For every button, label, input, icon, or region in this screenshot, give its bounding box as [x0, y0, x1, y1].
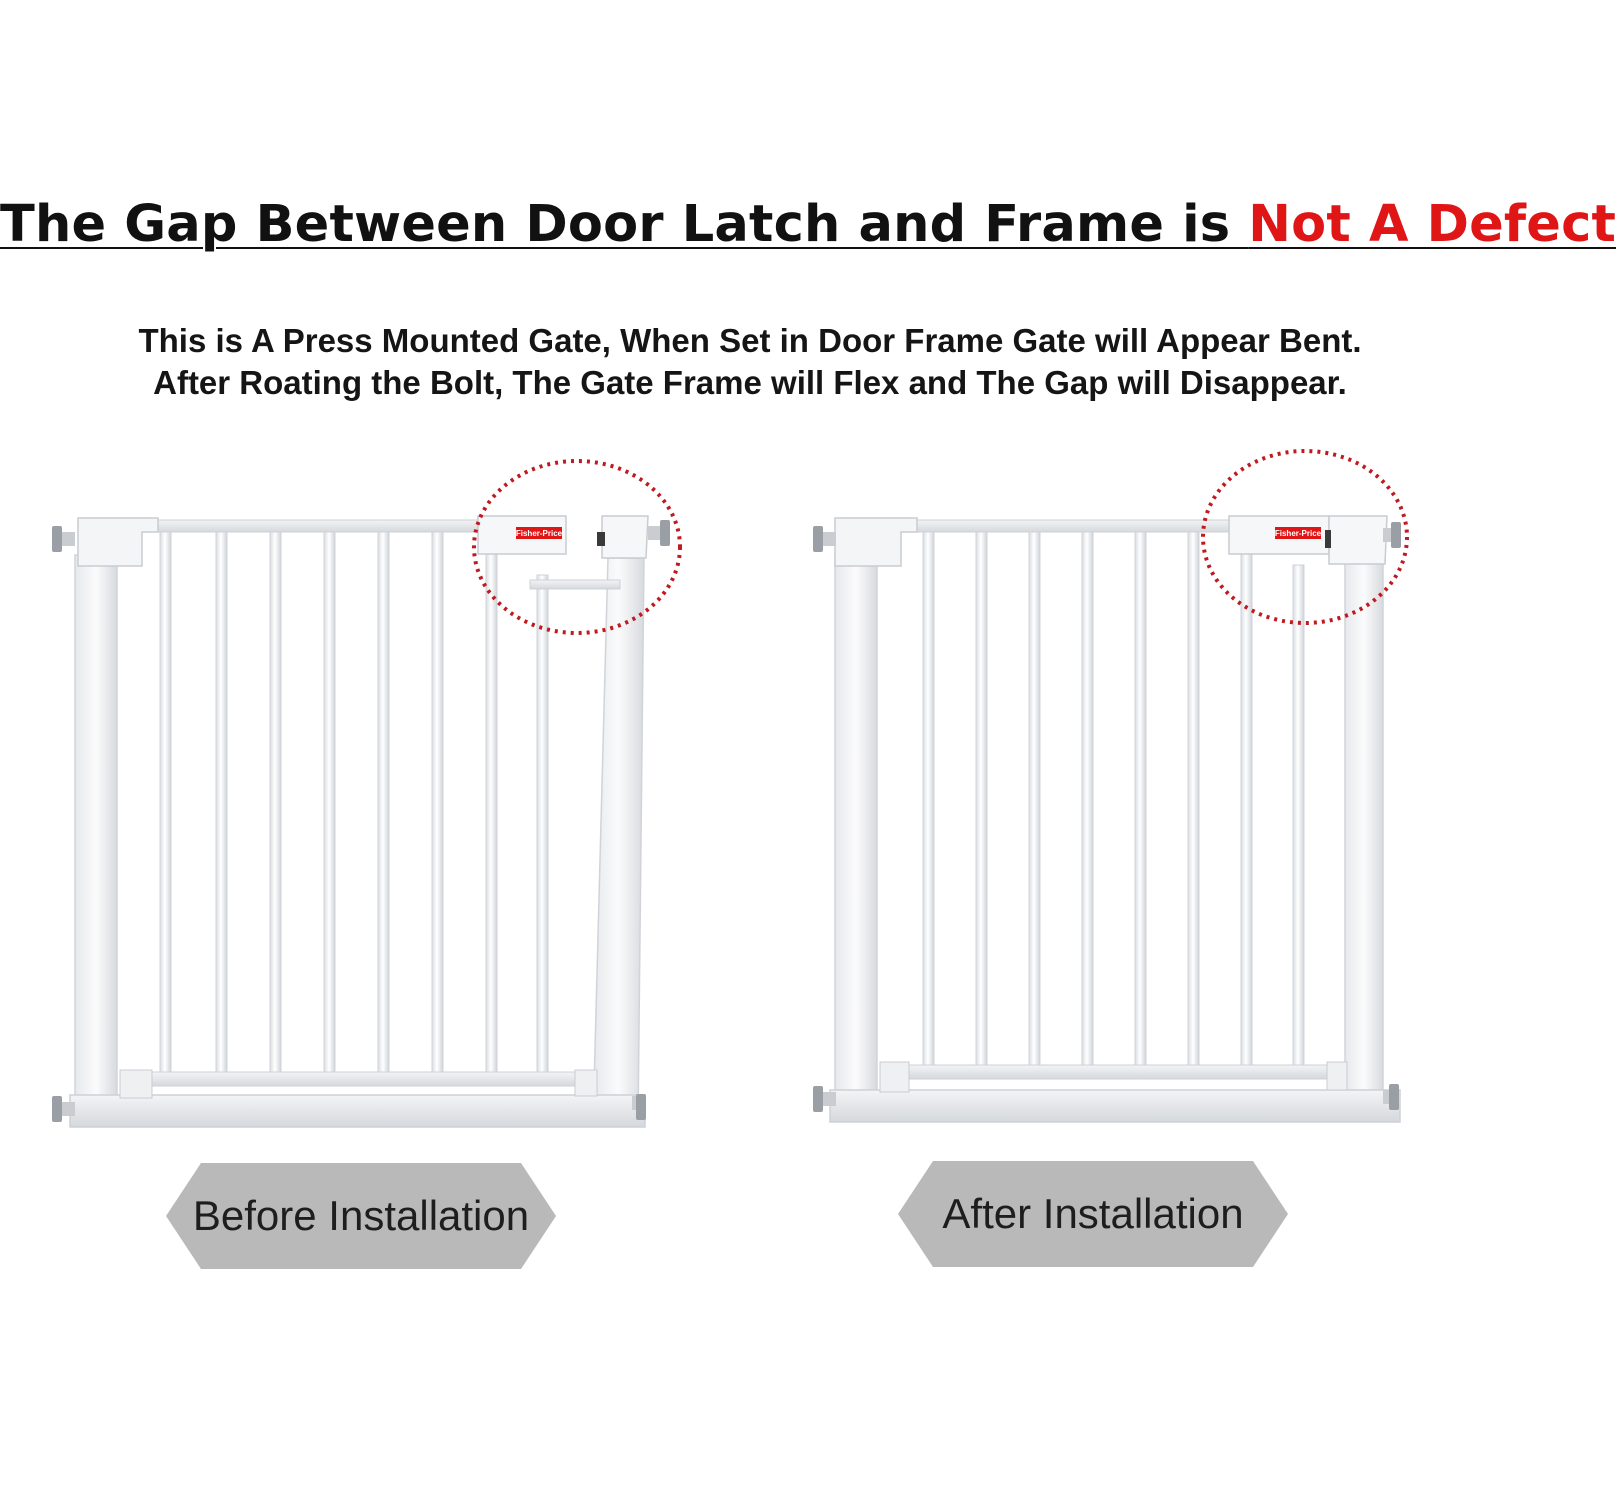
after-installation-label — [898, 1161, 1288, 1267]
gate-bars — [160, 532, 548, 1072]
left-post — [835, 555, 877, 1120]
door-bottom-rail — [130, 1072, 585, 1086]
latch-indicator — [1325, 530, 1331, 548]
svg-text:Fisher-Price: Fisher-Price — [1274, 529, 1322, 538]
gate-before-image — [40, 440, 700, 1140]
tension-bolt-icon — [648, 520, 670, 546]
after-label-text: After Installation — [942, 1190, 1244, 1237]
latch-strut — [530, 580, 620, 589]
gate-bars — [923, 532, 1304, 1065]
right-post — [593, 558, 644, 1125]
latch-receiver — [1329, 516, 1387, 564]
right-post — [1345, 558, 1383, 1118]
door-top-rail — [913, 520, 1233, 532]
headline-accent: Not A Defect — [1248, 195, 1616, 254]
subtext-line-2: After Roating the Bolt, The Gate Frame will Flex and The Gap will Disappear. — [153, 364, 1347, 401]
hinge-block-bottom — [120, 1070, 152, 1098]
hinge-block-bottom — [880, 1062, 909, 1092]
gate-after-image — [805, 440, 1465, 1140]
tension-bolt-icon — [813, 526, 836, 552]
left-post — [75, 555, 117, 1125]
bottom-rail — [70, 1095, 645, 1127]
bottom-rail — [830, 1090, 1400, 1122]
headline — [0, 195, 1616, 254]
headline-main: The Gap Between Door Latch and Frame is — [0, 195, 1249, 254]
before-label-text: Before Installation — [192, 1192, 530, 1239]
before-installation-label — [166, 1163, 556, 1269]
hinge-block-top — [78, 518, 158, 566]
hinge-block-top — [835, 518, 917, 566]
door-bottom-rail — [890, 1065, 1345, 1079]
latch-indicator — [597, 532, 605, 546]
latch-receiver — [602, 516, 648, 558]
tension-bolt-icon — [52, 526, 75, 552]
svg-text:Fisher-Price: Fisher-Price — [515, 529, 563, 538]
door-top-rail — [150, 520, 480, 532]
subtext-line-1: This is A Press Mounted Gate, When Set in Door Frame Gate will Appear Bent. — [138, 322, 1362, 359]
